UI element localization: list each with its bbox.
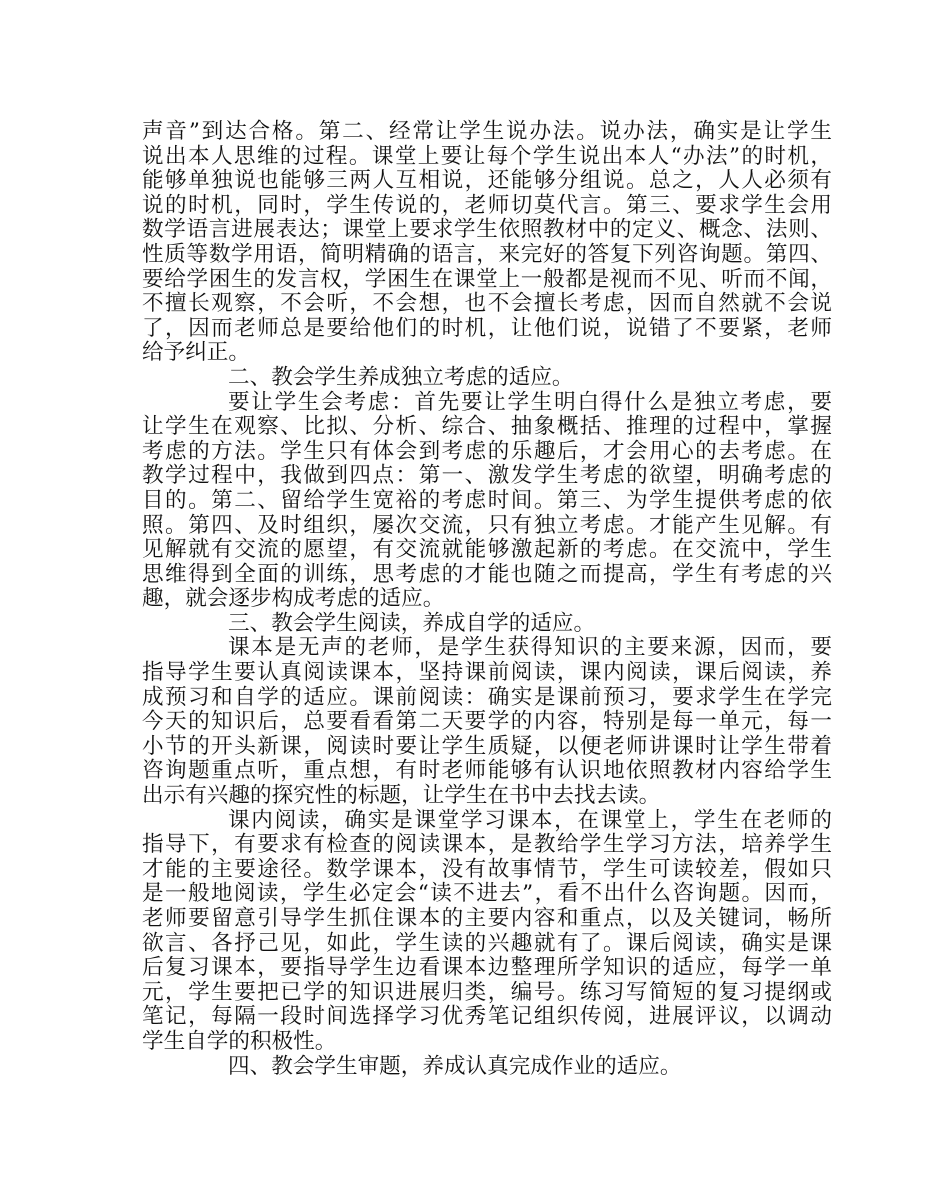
text-line: 指导学生要认真阅读课本，坚持课前阅读，课内阅读，课后阅读，养 [142,660,832,686]
text-line: 目的。第二、留给学生宽裕的考虑时间。第三、为学生提供考虑的依 [142,487,832,513]
text-line: 学生自学的积极性。 [142,1028,337,1054]
text-line: 出示有兴趣的探究性的标题，让学生在书中去找去读。 [142,783,661,809]
text-line: 元，学生要把已学的知识进展归类，编号。练习写简短的复习提纲或 [142,979,832,1005]
text-line: 咨询题重点听，重点想，有时老师能够有认识地依照教材内容给学生 [142,758,832,784]
section-heading: 二、教会学生养成独立考虑的适应。 [228,364,574,390]
text-line: 小节的开头新课，阅读时要让学生质疑，以便老师讲课时让学生带着 [142,733,832,759]
text-line: 说出本人思维的过程。课堂上要让每个学生说出本人“办法”的时机， [142,143,832,169]
text-line: 要给学困生的发言权，学困生在课堂上一般都是视而不见、听而不闻， [142,266,832,292]
section-heading: 四、教会学生审题，养成认真完成作业的适应。 [228,1053,682,1079]
text-line: 考虑的方法。学生只有体会到考虑的乐趣后，才会用心的去考虑。在 [142,438,832,464]
text-line: 老师要留意引导学生抓住课本的主要内容和重点，以及关键词，畅所 [142,906,832,931]
text-line: 才能的主要途径。数学课本，没有故事情节，学生可读较差，假如只 [142,856,832,882]
text-line: 成预习和自学的适应。课前阅读：确实是课前预习，要求学生在学完 [142,684,832,710]
text-line: 性质等数学用语，简明精确的语言，来完好的答复下列咨询题。第四、 [142,241,832,267]
text-line: 不擅长观察，不会听，不会想，也不会擅长考虑，因而自然就不会说 [142,291,832,317]
text-line: 了，因而老师总是要给他们的时机，让他们说，说错了不要紧，老师 [142,315,832,341]
text-line: 声音”到达合格。第二、经常让学生说办法。说办法，确实是让学生 [142,119,832,144]
text-line: 欲言、各抒己见，如此，学生读的兴趣就有了。课后阅读，确实是课 [142,930,832,956]
text-line: 能够单独说也能够三两人互相说，还能够分组说。总之，人人必须有 [142,168,832,194]
text-line: 要让学生会考虑：首先要让学生明白得什么是独立考虑，要 [228,389,832,415]
text-line: 数学语言进展表达；课堂上要求学生依照教材中的定义、概念、法则、 [142,217,832,243]
text-line: 思维得到全面的训练，思考虑的才能也随之而提高，学生有考虑的兴 [142,561,832,587]
text-line: 教学过程中，我做到四点：第一、激发学生考虑的欲望，明确考虑的 [142,463,832,489]
text-line: 课内阅读，确实是课堂学习课本，在课堂上，学生在老师的 [228,807,832,833]
text-line: 是一般地阅读，学生必定会“读不进去”，看不出什么咨询题。因而， [142,881,832,907]
text-line: 课本是无声的老师，是学生获得知识的主要来源，因而，要 [228,635,832,661]
text-line: 说的时机，同时，学生传说的，老师切莫代言。第三、要求学生会用 [142,192,832,218]
text-line: 趣，就会逐步构成考虑的适应。 [142,586,445,612]
text-line: 见解就有交流的愿望，有交流就能够激起新的考虑。在交流中，学生 [142,537,832,563]
text-line: 笔记，每隔一段时间选择学习优秀笔记组织传阅，进展评议，以调动 [142,1004,832,1030]
text-line: 今天的知识后，总要看看第二天要学的内容，特别是每一单元，每一 [142,709,832,735]
section-heading: 三、教会学生阅读，养成自学的适应。 [228,610,596,636]
text-line: 让学生在观察、比拟、分析、综合、抽象概括、推理的过程中，掌握 [142,414,832,440]
text-line: 给予纠正。 [142,340,250,366]
text-line: 指导下，有要求有检查的阅读课本，是教给学生学习方法，培养学生 [142,832,832,858]
text-line: 照。第四、及时组织，屡次交流，只有独立考虑。才能产生见解。有 [142,512,832,538]
text-line: 后复习课本，要指导学生边看课本边整理所学知识的适应，每学一单 [142,955,832,981]
body-text [142,120,832,1079]
